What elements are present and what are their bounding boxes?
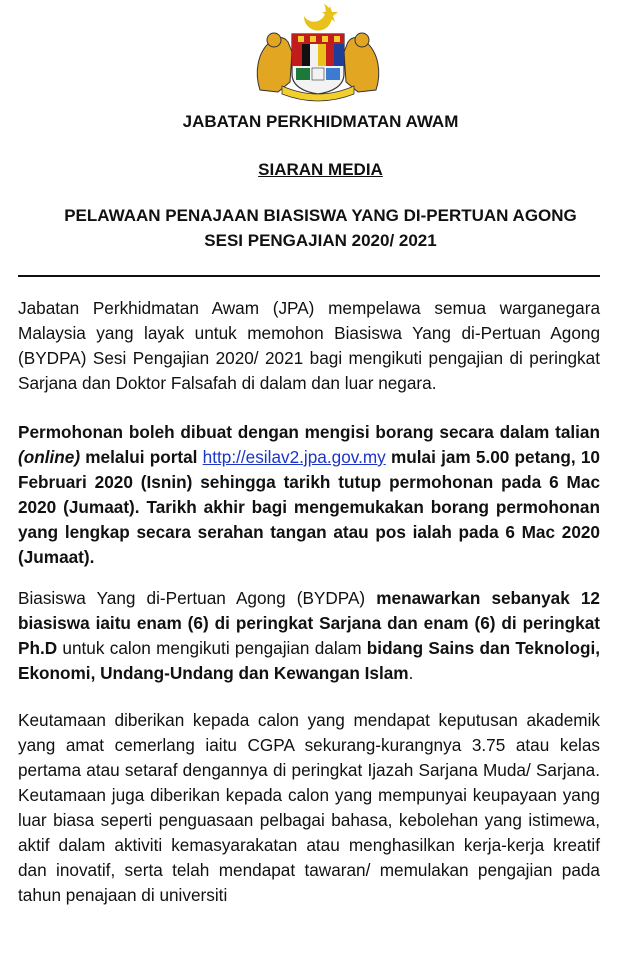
p3-segment-5: . [408,663,414,683]
organisation-title: JABATAN PERKHIDMATAN AWAM [182,112,459,131]
paragraph-priority: Keutamaan diberikan kepada calon yang mendapat keputusan akademik yang amat cemerlang iaitu CGPA sekurang-kurangnya 3.75 atau kelas pertama atau setaraf dengannya di peringkat Ijazah Sarjana Muda/ Sarjana. Keutamaan juga diberikan kepada calon yang mempunyai keupayaan yang luar biasa seperti penguasaan pelbagai bahasa, kebolehan yang istimewa, aktif dalam aktiviti kemasyarakatan atau menghasilkan kerja-kerja kreatif dan inovatif, serta telah mendapat tawaran/ memulakan pengajian pada tahun penajaan di universiti [18,710,600,905]
paragraph-scholarship-offer [18,586,600,686]
p3-segment-2: menawarkan sebanyak 12 biasiswa iaitu enam (6) di peringkat Sarjana dan enam (6) di peringkat Ph.D [18,588,600,658]
p3-segment-4: bidang Sains dan Teknologi, Ekonomi, Undang-Undang dan Kewangan Islam [18,638,600,683]
coat-of-arms-logo [248,2,388,102]
p3-segment-3: untuk calon mengikuti pengajian dalam [57,638,367,658]
p2-segment-1: Permohonan boleh dibuat dengan mengisi borang secara dalam talian [18,422,600,442]
paragraph-intro: Jabatan Perkhidmatan Awam (JPA) mempelawa semua warganegara Malaysia yang layak untuk memohon Biasiswa Yang di-Pertuan Agong (BYDPA) Sesi Pengajian 2020/ 2021 bagi mengikuti pengajian di peringkat Sarjana dan Doktor Falsafah di dalam dan luar negara. [18,298,600,393]
horizontal-divider [18,275,600,277]
p2-segment-4: mulai jam 5.00 petang, 10 Februari 2020 (Isnin) sehingga tarikh tutup permohonan pada 6 Mac 2020 (Jumaat). Tarikh akhir bagi mengemukakan borang permohonan yang lengkap secara serahan tangan atau pos ialah pada 6 Mac 2020 (Jumaat). [18,447,600,567]
p2-segment-3: melalui portal [80,447,203,467]
heading-line-2: SESI PENGAJIAN 2020/ 2021 [204,231,437,250]
p2-online-italic: (online) [18,447,81,467]
p3-segment-1: Biasiswa Yang di-Pertuan Agong (BYDPA) [18,588,377,608]
media-release-title: SIARAN MEDIA [258,160,383,179]
portal-link[interactable]: http://esilav2.jpa.gov.my [202,447,386,467]
paragraph-application [18,420,600,570]
heading-line-1: PELAWAAN PENAJAAN BIASISWA YANG DI-PERTUAN AGONG [64,206,577,225]
